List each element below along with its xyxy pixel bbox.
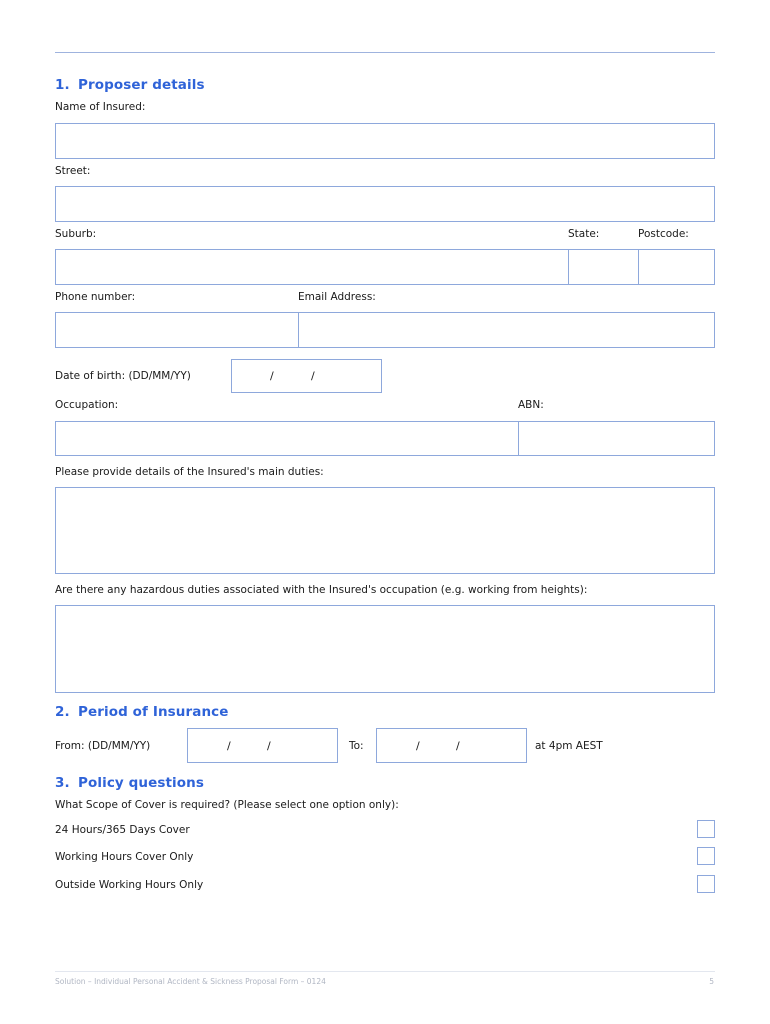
hazardous-duties-label: Are there any hazardous duties associated with the Insured's occupation (e.g. working from heights): <box>55 584 588 596</box>
state-label: State: <box>568 228 600 240</box>
section-3-heading <box>55 775 204 791</box>
section-3-number: 3. <box>55 775 70 791</box>
option-label-24-hours: 24 Hours/365 Days Cover <box>55 824 190 836</box>
section-1-number: 1. <box>55 77 70 93</box>
from-separator-1: / <box>227 739 231 752</box>
street-field[interactable] <box>55 186 715 222</box>
name-of-insured-label: Name of Insured: <box>55 101 146 113</box>
state-field[interactable] <box>568 249 639 285</box>
dob-separator-2: / <box>311 369 315 383</box>
footer-document-title: Solution – Individual Personal Accident & Sickness Proposal Form – 0124 <box>55 977 326 986</box>
period-from-field[interactable] <box>187 728 338 763</box>
period-to-label: To: <box>349 740 364 752</box>
name-of-insured-field[interactable] <box>55 123 715 159</box>
postcode-label: Postcode: <box>638 228 689 240</box>
section-2-heading <box>55 704 229 720</box>
option-label-outside-working-hours: Outside Working Hours Only <box>55 879 204 891</box>
option-checkbox-outside-working-hours[interactable] <box>697 875 715 893</box>
main-duties-field[interactable] <box>55 487 715 574</box>
date-of-birth-label: Date of birth: (DD/MM/YY) <box>55 370 191 382</box>
dob-separator-1: / <box>270 369 274 383</box>
period-from-label: From: (DD/MM/YY) <box>55 740 151 752</box>
period-to-field[interactable] <box>376 728 527 763</box>
top-divider <box>55 52 715 53</box>
hazardous-duties-field[interactable] <box>55 605 715 693</box>
abn-field[interactable] <box>518 421 715 456</box>
scope-of-cover-question: What Scope of Cover is required? (Please select one option only): <box>55 799 399 811</box>
option-checkbox-24-hours[interactable] <box>697 820 715 838</box>
option-checkbox-working-hours[interactable] <box>697 847 715 865</box>
footer-page-number: 5 <box>709 977 714 986</box>
postcode-field[interactable] <box>638 249 715 285</box>
section-2-number: 2. <box>55 704 70 720</box>
suburb-label: Suburb: <box>55 228 97 240</box>
email-address-field[interactable] <box>298 312 715 348</box>
to-separator-1: / <box>416 739 420 752</box>
from-separator-2: / <box>267 739 271 752</box>
footer-divider <box>55 971 715 972</box>
abn-label: ABN: <box>518 399 544 411</box>
email-address-label: Email Address: <box>298 291 376 303</box>
street-label: Street: <box>55 165 91 177</box>
main-duties-label: Please provide details of the Insured's main duties: <box>55 466 324 478</box>
option-label-working-hours: Working Hours Cover Only <box>55 851 194 863</box>
period-time-note: at 4pm AEST <box>535 740 603 752</box>
to-separator-2: / <box>456 739 460 752</box>
section-1-heading <box>55 77 205 93</box>
section-3-title: Policy questions <box>78 775 204 791</box>
suburb-field[interactable] <box>55 249 569 285</box>
phone-number-field[interactable] <box>55 312 299 348</box>
date-of-birth-field[interactable] <box>231 359 382 393</box>
occupation-label: Occupation: <box>55 399 119 411</box>
occupation-field[interactable] <box>55 421 519 456</box>
section-2-title: Period of Insurance <box>78 704 229 720</box>
section-1-title: Proposer details <box>78 77 205 93</box>
phone-number-label: Phone number: <box>55 291 136 303</box>
